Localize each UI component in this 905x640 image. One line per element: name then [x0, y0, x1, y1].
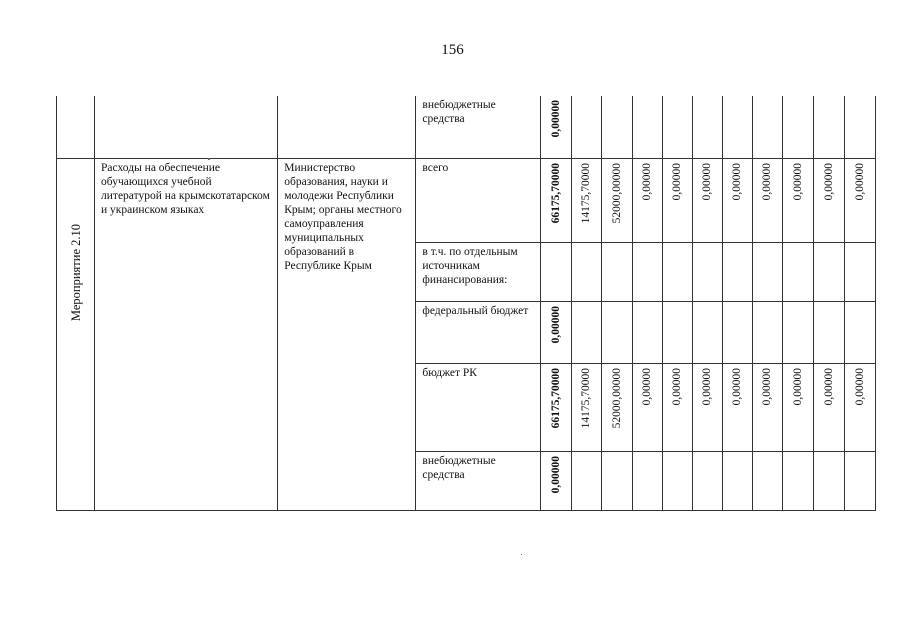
year-cell	[752, 301, 782, 363]
year-cell	[782, 96, 813, 158]
year-cell-value: 0,00000	[791, 162, 804, 200]
funding-source-cell	[416, 363, 540, 451]
year-cell	[662, 363, 692, 451]
year-cell-value: 0,00000	[731, 162, 744, 200]
year-cell-value: 0,00000	[761, 162, 774, 200]
total-cell	[540, 242, 571, 301]
year-cell	[692, 96, 722, 158]
year-cell	[752, 451, 782, 510]
total-cell	[540, 363, 571, 451]
year-cell	[571, 158, 601, 242]
year-cell	[782, 301, 813, 363]
page-number: 156	[441, 42, 464, 58]
funding-source-cell-text: бюджет РК	[422, 366, 477, 379]
year-cell-value: 52000,00000	[610, 367, 623, 428]
year-cell	[632, 451, 662, 510]
year-cell	[722, 301, 752, 363]
budget-table	[56, 96, 876, 511]
funding-source-cell	[416, 158, 540, 242]
year-cell	[844, 158, 875, 242]
year-cell-value: 14175,70000	[580, 367, 593, 428]
year-cell	[782, 158, 813, 242]
year-cell	[571, 363, 601, 451]
total-cell-value: 66175,70000	[549, 367, 562, 428]
year-cell-value: 0,00000	[701, 367, 714, 405]
year-cell	[844, 363, 875, 451]
year-cell	[782, 363, 813, 451]
year-cell	[662, 242, 692, 301]
total-cell	[540, 96, 571, 158]
continued-executor-cell	[278, 96, 416, 158]
continued-name-cell	[95, 96, 278, 158]
year-cell	[601, 242, 632, 301]
year-cell-value: 0,00000	[761, 367, 774, 405]
year-cell-value: 0,00000	[853, 162, 866, 200]
total-cell-value: 0,00000	[549, 100, 562, 138]
year-cell	[571, 451, 601, 510]
year-cell	[662, 301, 692, 363]
year-cell	[813, 96, 844, 158]
year-cell	[752, 96, 782, 158]
year-cell	[813, 242, 844, 301]
year-cell	[571, 96, 601, 158]
funding-source-cell	[416, 451, 540, 510]
measure-name-cell	[95, 158, 278, 510]
year-cell	[632, 363, 662, 451]
year-cell	[692, 301, 722, 363]
year-cell-value: 0,00000	[701, 162, 714, 200]
funding-source-cell-text: внебюджетные средства	[422, 99, 496, 125]
scan-speck	[208, 158, 210, 160]
year-cell-value: 52000,00000	[610, 162, 623, 223]
funding-source-cell	[416, 242, 540, 301]
year-cell-value: 0,00000	[822, 162, 835, 200]
scan-speck	[521, 554, 522, 555]
year-cell-value: 0,00000	[641, 162, 654, 200]
year-cell-value: 0,00000	[671, 367, 684, 405]
measure-name-cell-text: Расходы на обеспечение обучающихся учебной литературой на крымскотатарском и украинском языках	[101, 161, 270, 216]
table-row	[57, 158, 876, 242]
year-cell	[722, 363, 752, 451]
continued-label-cell	[57, 96, 95, 158]
year-cell	[722, 451, 752, 510]
year-cell	[722, 242, 752, 301]
year-cell-value: 0,00000	[641, 367, 654, 405]
year-cell-value: 0,00000	[731, 367, 744, 405]
year-cell	[692, 363, 722, 451]
total-cell	[540, 158, 571, 242]
total-cell	[540, 301, 571, 363]
year-cell	[844, 96, 875, 158]
measure-label: Мероприятие 2.10	[68, 223, 83, 321]
measure-executor-cell	[278, 158, 416, 510]
year-cell	[601, 96, 632, 158]
year-cell	[632, 158, 662, 242]
year-cell	[813, 158, 844, 242]
year-cell	[752, 158, 782, 242]
year-cell	[601, 301, 632, 363]
year-cell-value: 14175,70000	[580, 162, 593, 223]
table-row	[57, 96, 876, 158]
year-cell	[632, 242, 662, 301]
total-cell	[540, 451, 571, 510]
year-cell	[722, 158, 752, 242]
total-cell-value: 0,00000	[549, 455, 562, 493]
year-cell-value: 0,00000	[791, 367, 804, 405]
year-cell	[752, 363, 782, 451]
year-cell	[662, 96, 692, 158]
year-cell	[601, 363, 632, 451]
measure-label-cell	[57, 158, 95, 510]
year-cell	[662, 451, 692, 510]
funding-source-cell-text: федеральный бюджет	[422, 304, 529, 317]
year-cell	[813, 451, 844, 510]
year-cell	[782, 451, 813, 510]
year-cell-value: 0,00000	[853, 367, 866, 405]
year-cell	[844, 451, 875, 510]
year-cell	[692, 451, 722, 510]
year-cell	[813, 301, 844, 363]
year-cell	[813, 363, 844, 451]
funding-source-cell	[416, 96, 540, 158]
year-cell	[571, 242, 601, 301]
year-cell	[692, 242, 722, 301]
funding-source-cell-text: всего	[422, 161, 449, 174]
year-cell	[782, 242, 813, 301]
year-cell	[601, 158, 632, 242]
funding-source-cell-text: в т.ч. по отдельным источникам финансирования:	[422, 245, 518, 286]
year-cell	[752, 242, 782, 301]
funding-source-cell	[416, 301, 540, 363]
year-cell	[844, 301, 875, 363]
year-cell-value: 0,00000	[671, 162, 684, 200]
year-cell	[844, 242, 875, 301]
total-cell-value: 0,00000	[549, 305, 562, 343]
year-cell	[632, 96, 662, 158]
year-cell	[662, 158, 692, 242]
year-cell	[692, 158, 722, 242]
year-cell	[632, 301, 662, 363]
funding-source-cell-text: внебюджетные средства	[422, 454, 496, 481]
total-cell-value: 66175,70000	[549, 162, 562, 223]
year-cell	[601, 451, 632, 510]
year-cell-value: 0,00000	[822, 367, 835, 405]
measure-executor-cell-text: Министерство образования, науки и молодежи Республики Крым; органы местного самоуправления муниципальных образований в Республике Крым	[284, 161, 402, 272]
year-cell	[571, 301, 601, 363]
year-cell	[722, 96, 752, 158]
